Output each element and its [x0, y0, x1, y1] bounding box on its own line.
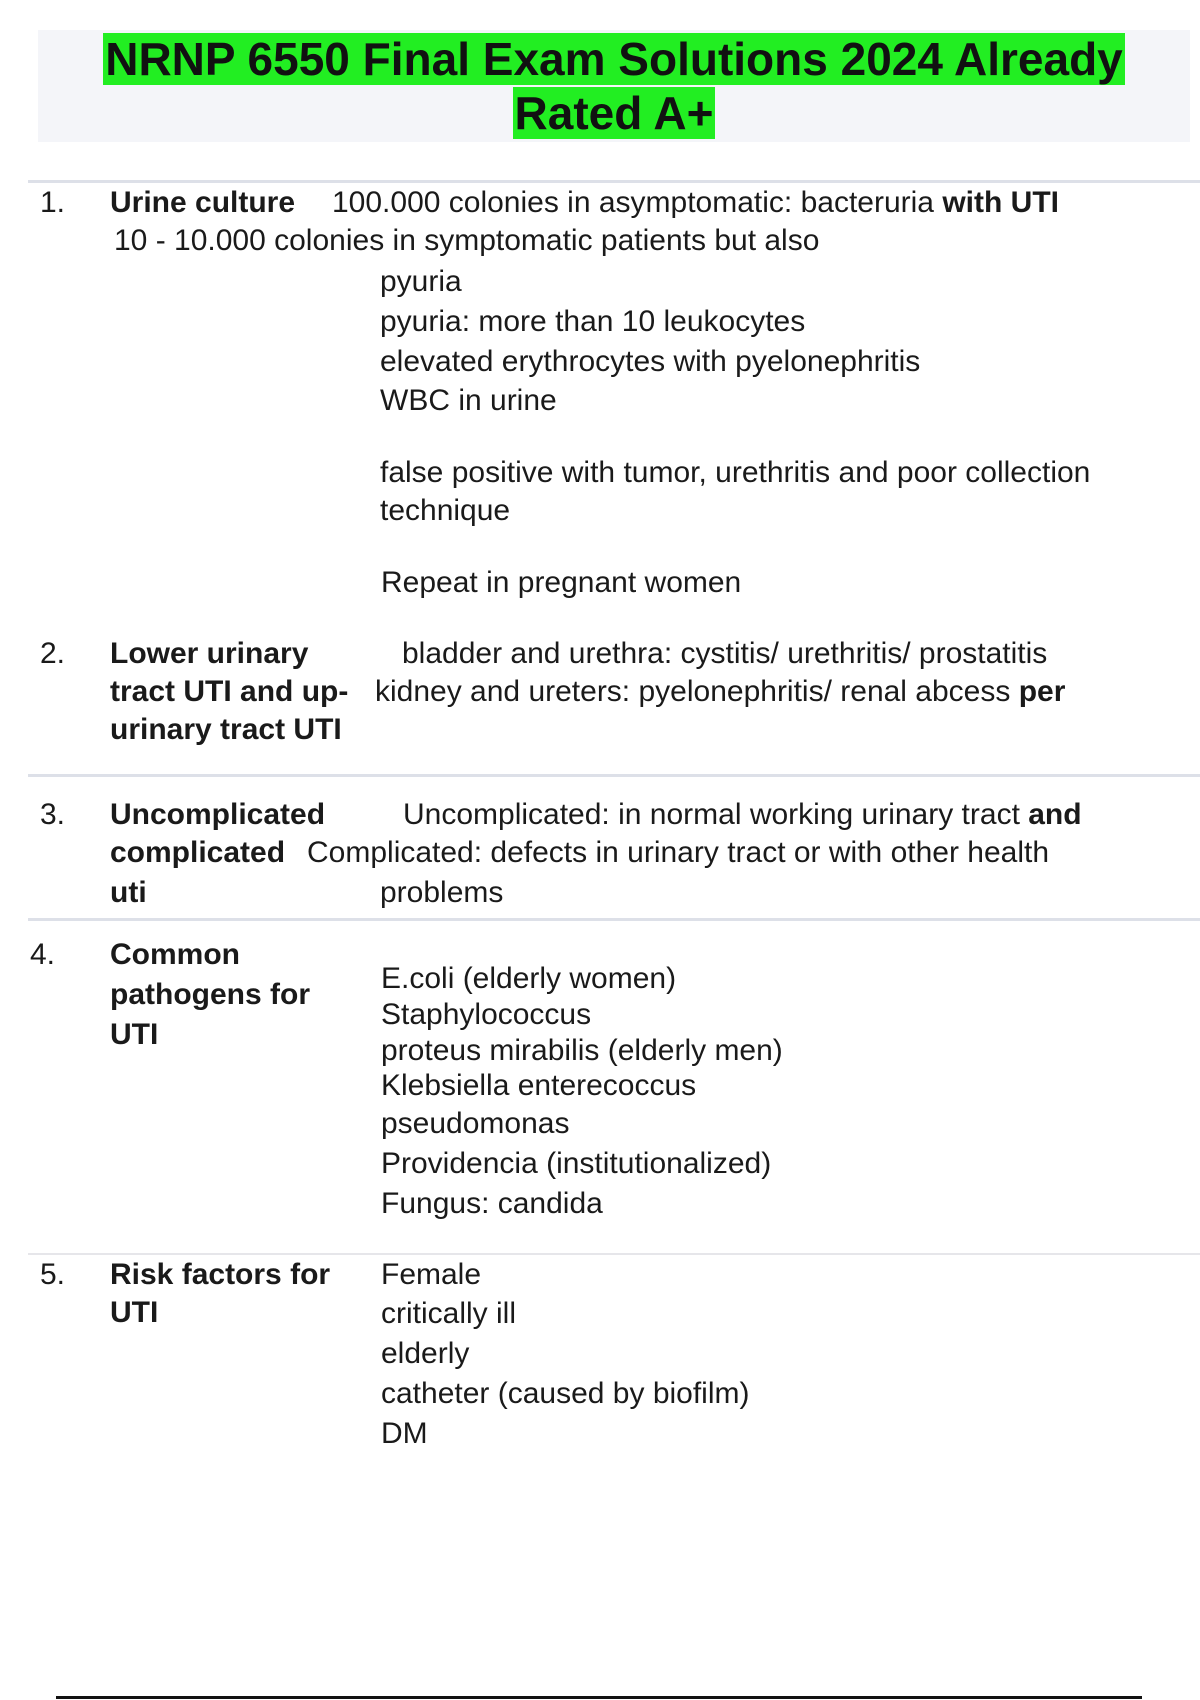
item-answer-line: catheter (caused by biofilm)	[381, 1377, 750, 1410]
page-title-line-2: Rated A+	[514, 87, 714, 139]
item-number: 2.	[40, 637, 66, 670]
item-number: 1.	[40, 186, 66, 219]
item-answer-line: technique	[380, 494, 511, 527]
item-term: Urine culture	[110, 186, 296, 219]
item-answer-line: Complicated: defects in urinary tract or with other health	[307, 836, 1050, 869]
item-term: Uncomplicated	[110, 798, 326, 831]
item-answer-line: elderly	[381, 1337, 470, 1370]
item-term: Common	[110, 938, 240, 971]
item-answer-line: elevated erythrocytes with pyelonephritis	[380, 345, 921, 378]
item-term: urinary tract UTI	[110, 713, 342, 746]
divider	[28, 180, 1200, 183]
item-answer-line: pseudomonas	[381, 1107, 570, 1140]
item-answer-line: Providencia (institutionalized)	[381, 1147, 772, 1180]
item-number: 3.	[40, 798, 66, 831]
item-answer-line: E.coli (elderly women)	[381, 962, 677, 995]
item-term: UTI	[110, 1296, 159, 1329]
item-answer-line: false positive with tumor, urethritis and poor collection	[380, 456, 1091, 489]
page-bottom-rule	[56, 1696, 1142, 1699]
item-answer-line: 10 - 10.000 colonies in symptomatic patients but also	[114, 224, 820, 257]
item-answer-line: bladder and urethra: cystitis/ urethritis/ prostatitis	[402, 637, 1048, 670]
divider	[28, 774, 1200, 777]
item-term: uti	[110, 876, 147, 909]
item-answer-line: Female	[381, 1258, 482, 1291]
divider	[28, 918, 1200, 921]
item-answer-line: Uncomplicated: in normal working urinary tract and	[403, 798, 1082, 831]
item-term: Risk factors for	[110, 1258, 331, 1291]
item-term: Lower urinary	[110, 637, 309, 670]
item-answer-line: pyuria: more than 10 leukocytes	[380, 305, 806, 338]
item-answer-line: kidney and ureters: pyelonephritis/ renal abcess per	[375, 675, 1066, 708]
item-number: 4.	[30, 938, 56, 971]
item-answer-line: proteus mirabilis (elderly men)	[381, 1034, 783, 1067]
item-answer-line: problems	[380, 876, 504, 909]
title-band	[38, 30, 1190, 142]
item-answer-line: Staphylococcus	[381, 998, 592, 1031]
item-answer-line: 100.000 colonies in asymptomatic: bacteruria with UTI	[332, 186, 1059, 219]
item-term: UTI	[110, 1018, 159, 1051]
item-number: 5.	[40, 1258, 66, 1291]
item-term: complicated	[110, 836, 286, 869]
item-answer-line: pyuria	[380, 265, 462, 298]
item-term: pathogens for	[110, 978, 310, 1011]
item-answer-line: Klebsiella enterecoccus	[381, 1069, 697, 1102]
item-answer-line: Fungus: candida	[381, 1187, 603, 1220]
item-answer-line: WBC in urine	[380, 384, 557, 417]
divider	[28, 1253, 1200, 1255]
item-answer-line: DM	[381, 1417, 428, 1450]
page-title-line-1: NRNP 6550 Final Exam Solutions 2024 Already	[105, 33, 1123, 85]
item-term: tract UTI and up-	[110, 675, 349, 708]
item-answer-line: Repeat in pregnant women	[381, 566, 742, 599]
item-answer-line: critically ill	[381, 1297, 516, 1330]
